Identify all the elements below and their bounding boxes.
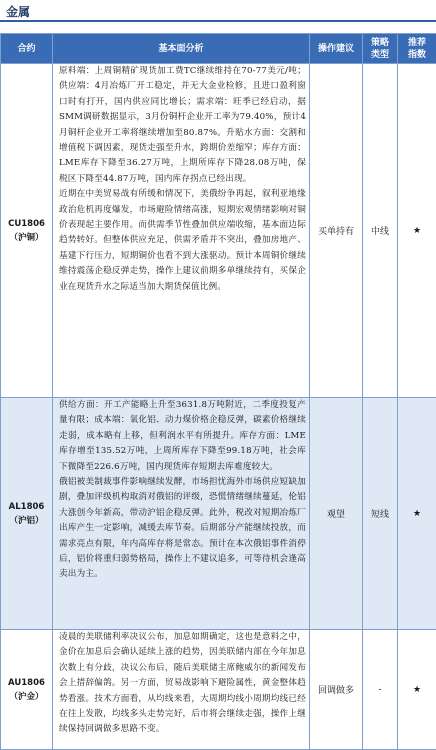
contract-name: （沪金）	[9, 692, 43, 702]
rating-cell	[398, 398, 436, 630]
advice-cell: 观望	[310, 398, 363, 630]
header-recommend-index	[398, 34, 436, 64]
header-analysis: 基本面分析	[53, 34, 310, 64]
contract-name: （沪铜）	[9, 233, 43, 243]
star-icon: ★	[413, 685, 421, 695]
analysis-paragraph: 凌晨的美联储利率决议公布，加息如期确定，这也是意料之中，金价在加息后会确认延续上涨的趋势，因美联储内部在今年加息次数上有分歧，决议公布后，随后美联储主席鲍威尔的新闻发布会上措辞偏鸽。另一方面，贸易战影响下避险属性，黄金整体趋势看涨。技术方面看，从均线来看，大周期均线小周期均线已经在往上发散，均线多头走势完好，后市将会继续走强，操作上继续保持回调做多思路不变。	[59, 630, 306, 738]
contract-cell	[1, 64, 53, 398]
strategy-cell: 短线	[363, 398, 398, 630]
section-title: 金属	[6, 3, 30, 20]
rating-cell	[398, 630, 436, 750]
header-contract: 合约	[1, 34, 53, 64]
strategy-table	[0, 33, 436, 750]
table-header-row	[1, 34, 436, 64]
analysis-paragraph: 供给方面：开工产能略上升至3631.8万吨附近，二季度投复产量有限；成本端：氧化铝、动力煤价格企稳反弹，碳素价格继续走弱，成本略有上移，但利润水平有所提升。库存方面：LME库存增至135.52万吨，上周所库存下降至99.18万吨，社会库下微降至226.6万吨，国内现货库存短期去库难度较大。	[59, 398, 306, 475]
rating-cell	[398, 64, 436, 398]
contract-name: （沪铝）	[9, 516, 43, 526]
star-icon: ★	[413, 226, 421, 236]
analysis-paragraph: 俄铝被美制裁事件影响继续发酵，市场担忧海外市场供应短缺加剧，叠加评级机构取消对俄铝的评级，恐慌情绪继续蔓延，伦铝大涨创今年新高，带动沪铝企稳反弹。此外，税改对短期冶炼厂出库产生一定影响，减缓去库节奏。后期部分产能继续投放，而需求亮点有限，年内高库存将是常态。预计在本次俄铝事件消停后，铝价将重归弱势格局，操作上不建议追多，可等待机会逢高卖出为主。	[59, 475, 306, 583]
header-advice: 操作建议	[310, 34, 363, 64]
table-row-cu1806	[1, 64, 436, 398]
analysis-cell	[53, 64, 310, 398]
strategy-cell: -	[363, 630, 398, 750]
header-strategy-type-line2: 类型	[371, 50, 389, 60]
contract-code: AU1806	[8, 678, 45, 688]
strategy-cell: 中线	[363, 64, 398, 398]
title-divider	[0, 20, 436, 22]
advice-cell: 回调做多	[310, 630, 363, 750]
advice-cell: 买单持有	[310, 64, 363, 398]
contract-code: CU1806	[8, 219, 45, 229]
star-icon: ★	[413, 509, 421, 519]
header-strategy-type-line1: 策略	[371, 38, 389, 48]
table-row-au1806	[1, 630, 436, 750]
header-strategy-type	[363, 34, 398, 64]
analysis-cell	[53, 398, 310, 630]
analysis-paragraph: 原料端：上周铜精矿现货加工费TC继续维持在70-77美元/吨；供应端：4月冶炼厂开工稳定，并无大金业检修，且进口盈利窗口时有打开，国内供应同比增长；需求端：旺季已经启动，据SMM调研数据显示，3月份铜杆企业开工率为79.40%，预计4月铜杆企业开工率将继续增加至80.87%。升贴水方面：交割和增值税下调因素，现货走强至升水，跨期价差缩窄；库存方面：LME库存下降至36.27万吨，上期所库存下降28.08万吨，保税区下降至44.87万吨，国内库存拐点已经出现。	[59, 64, 306, 187]
contract-code: AL1806	[9, 502, 45, 512]
analysis-cell	[53, 630, 310, 750]
table-row-al1806	[1, 398, 436, 630]
contract-cell	[1, 398, 53, 630]
contract-cell	[1, 630, 53, 750]
header-recommend-index-line1: 推荐	[408, 38, 426, 48]
header-recommend-index-line2: 指数	[408, 50, 426, 60]
analysis-paragraph: 近期在中美贸易战有所缓和情况下，美俄纷争再起，叙利亚地缘政治危机再度爆发，市场避险情绪高涨，短期宏观情绪影响对铜价表现起主要作用。而供需季节性叠加供应端收缩，基本面边际趋势转好。但整体供应充足，供需矛盾并不突出，叠加房地产、基建下行压力，短期铜价也看不到大涨驱动。预计本周铜价继续维持震荡企稳反弹走势，操作上建议前期多单继续持有，买保企业在现货升水之际适当加大期货保值比例。	[59, 187, 306, 295]
